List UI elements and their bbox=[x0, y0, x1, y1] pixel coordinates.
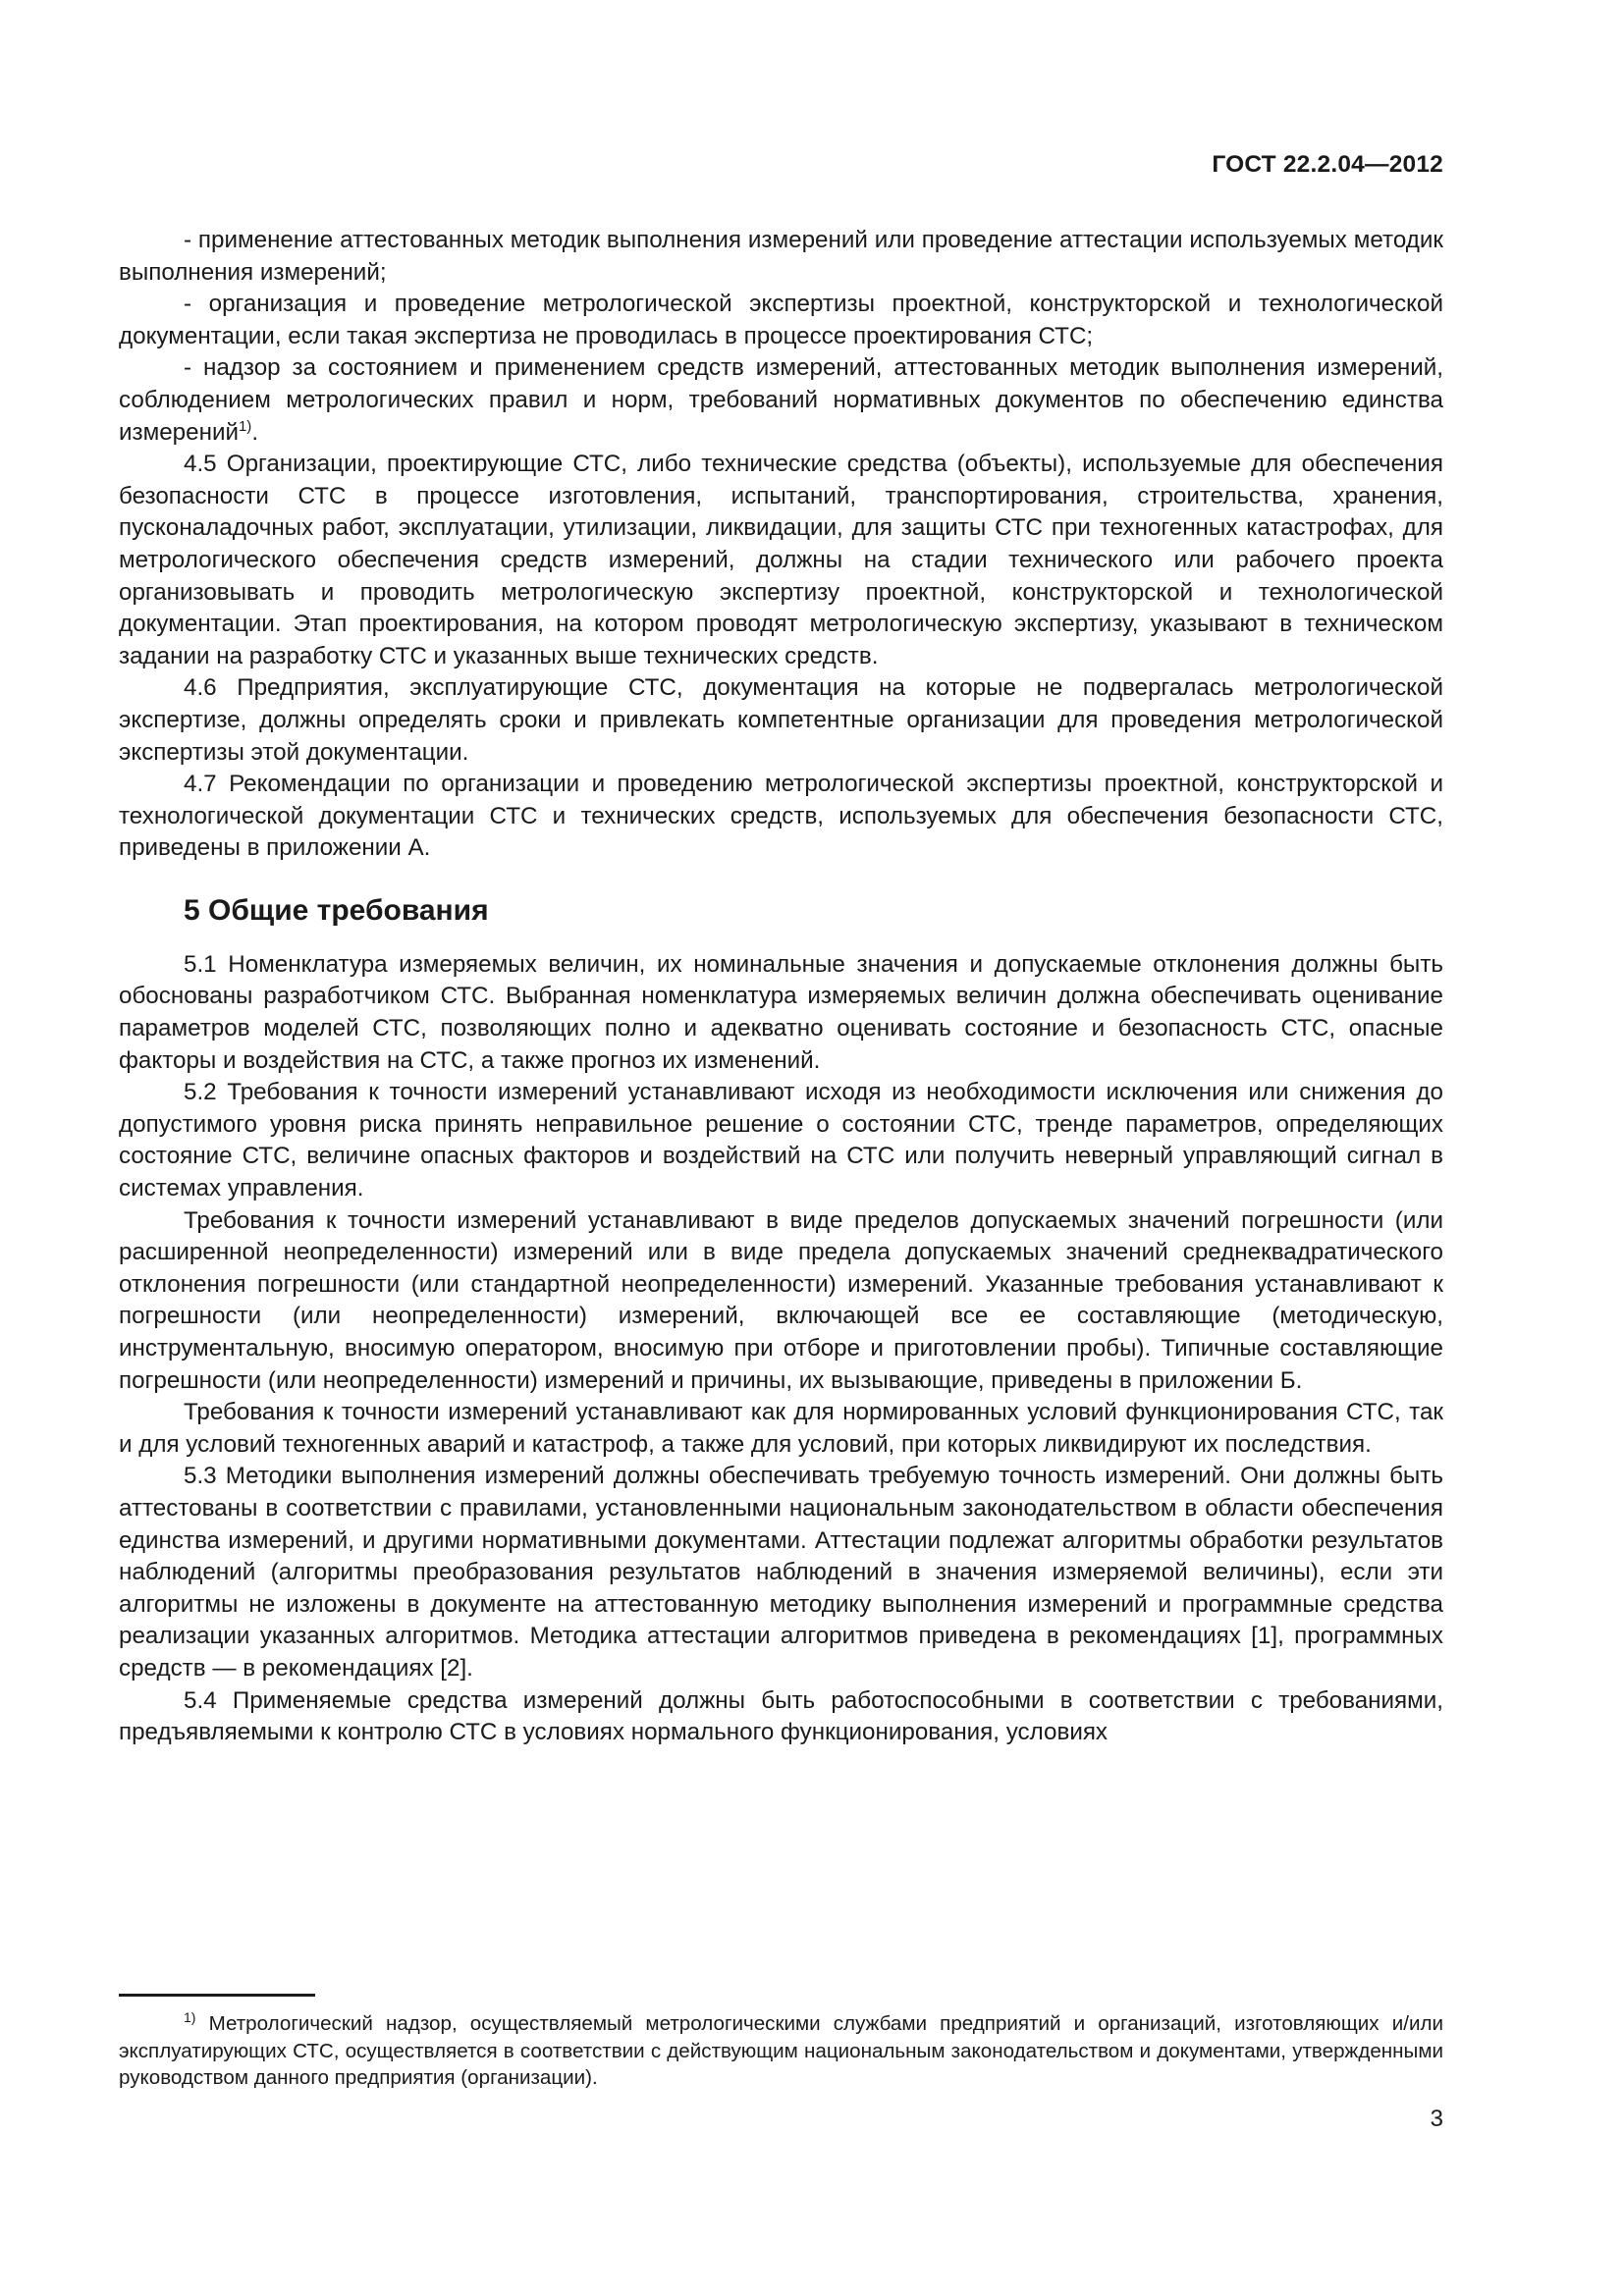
footnote-text: Метрологический надзор, осуществляемый метрологическими службами предприятий и организаций, изготовляющих и/или эксплуатирующих СТС, осуществляется в соответствии с действующим национальным законодательством и документами, утвержденными руководством данного предприятия (организации). bbox=[119, 2012, 1443, 2089]
clause-4-7: 4.7 Рекомендации по организации и проведению метрологической экспертизы проектной, конструкторской и технологической документации СТС и технических средств, используемых для обеспечения безопасности СТС, приведены в приложении А. bbox=[119, 771, 1443, 862]
footnote bbox=[119, 2010, 1443, 2092]
list-item: - организация и проведение метрологической экспертизы проектной, конструкторской и технологической документации, если такая экспертиза не проводилась в процессе проектирования СТС; bbox=[119, 291, 1443, 349]
clause-4-6: 4.6 Предприятия, эксплуатирующие СТС, документация на которые не подвергалась метрологической экспертизе, должны определять сроки и привлекать компетентные организации для проведения метрологической экспертизы этой документации. bbox=[119, 674, 1443, 766]
list-item-text: - надзор за состоянием и применением средств измерений, аттестованных методик выполнения измерений, соблюдением метрологических правил и норм, требований нормативных документов по обеспечению единства измерений bbox=[119, 354, 1443, 446]
document-code: ГОСТ 22.2.04—2012 bbox=[1212, 151, 1443, 178]
clause-5-1: 5.1 Номенклатура измеряемых величин, их номинальные значения и допускаемые отклонения должны быть обоснованы разработчиком СТС. Выбранная номенклатура измеряемых величин должна обеспечивать оценивание параметров моделей СТС, позволяющих полно и адекватно оценивать состояние и безопасность СТС, опасные факторы и воздействия на СТС, а также прогноз их изменений. bbox=[119, 950, 1443, 1074]
footnote-mark: 1) bbox=[184, 2009, 196, 2026]
clause-5-2-paragraph: Требования к точности измерений устанавливают в виде пределов допускаемых значений погрешности (или расширенной неопределенности) измерений или в виде предела допускаемых значений среднеквадратического отклонения погрешности (или стандартной неопределенности) измерений. Указанные требования устанавливают к погрешности (или неопределенности) измерений, включающей все ее составляющие (методическую, инструментальную, вносимую оператором, вносимую при отборе и приготовлении пробы). Типичные составляющие погрешности (или неопределенности) измерений и причины, их вызывающие, приведены в приложении Б. bbox=[119, 1206, 1443, 1394]
footnote-reference[interactable]: 1) bbox=[238, 417, 252, 435]
section-heading: 5 Общие требования bbox=[184, 893, 489, 927]
footnote-paragraph bbox=[119, 2010, 1443, 2092]
clause-4-5: 4.5 Организации, проектирующие СТС, либо технические средства (объекты), используемые для обеспечения безопасности СТС в процессе изготовления, испытаний, транспортирования, строительства, хранения, пусконаладочных работ, эксплуатации, утилизации, ликвидации, для защиты СТС при техногенных катастрофах, для метрологического обеспечения средств измерений, должны на стадии технического или рабочего проекта организовывать и проводить метрологическую экспертизу проектной, конструкторской и технологической документации. Этап проектирования, на котором проводят метрологическую экспертизу, указывают в техническом задании на разработку СТС и указанных выше технических средств. bbox=[119, 451, 1443, 669]
list-item bbox=[119, 352, 1443, 449]
body-text bbox=[119, 225, 1443, 1749]
page-number: 3 bbox=[1430, 2106, 1443, 2132]
clause-5-3: 5.3 Методики выполнения измерений должны обеспечивать требуемую точность измерений. Они должны быть аттестованы в соответствии с правилами, установленными национальным законодательством в области обеспечения единства измерений, и другими нормативными документами. Аттестации подлежат алгоритмы обработки результатов наблюдений (алгоритмы преобразования результатов наблюдений в значения измеряемой величины), если эти алгоритмы не изложены в документе на аттестованную методику выполнения измерений и программные средства реализации указанных алгоритмов. Методика аттестации алгоритмов приведена в рекомендациях [1], программных средств — в рекомендациях [2]. bbox=[119, 1463, 1443, 1682]
list-item: - применение аттестованных методик выполнения измерений или проведение аттестации используемых методик выполнения измерений; bbox=[119, 227, 1443, 286]
list-item-end: . bbox=[251, 418, 259, 446]
footnote-divider bbox=[119, 1994, 315, 1997]
clause-5-2: 5.2 Требования к точности измерений устанавливают исходя из необходимости исключения или снижения до допустимого уровня риска принять неправильное решение о состоянии СТС, тренде параметров, определяющих состояние СТС, величине опасных факторов и воздействий на СТС или получить неверный управляющий сигнал в системах управления. bbox=[119, 1079, 1443, 1202]
clause-5-2-paragraph: Требования к точности измерений устанавливают как для нормированных условий функционирования СТС, так и для условий техногенных аварий и катастроф, а также для условий, при которых ликвидируют их последствия. bbox=[119, 1399, 1443, 1458]
clause-5-4: 5.4 Применяемые средства измерений должны быть работоспособными в соответствии с требованиями, предъявляемыми к контролю СТС в условиях нормального функционирования, условиях bbox=[119, 1686, 1443, 1746]
